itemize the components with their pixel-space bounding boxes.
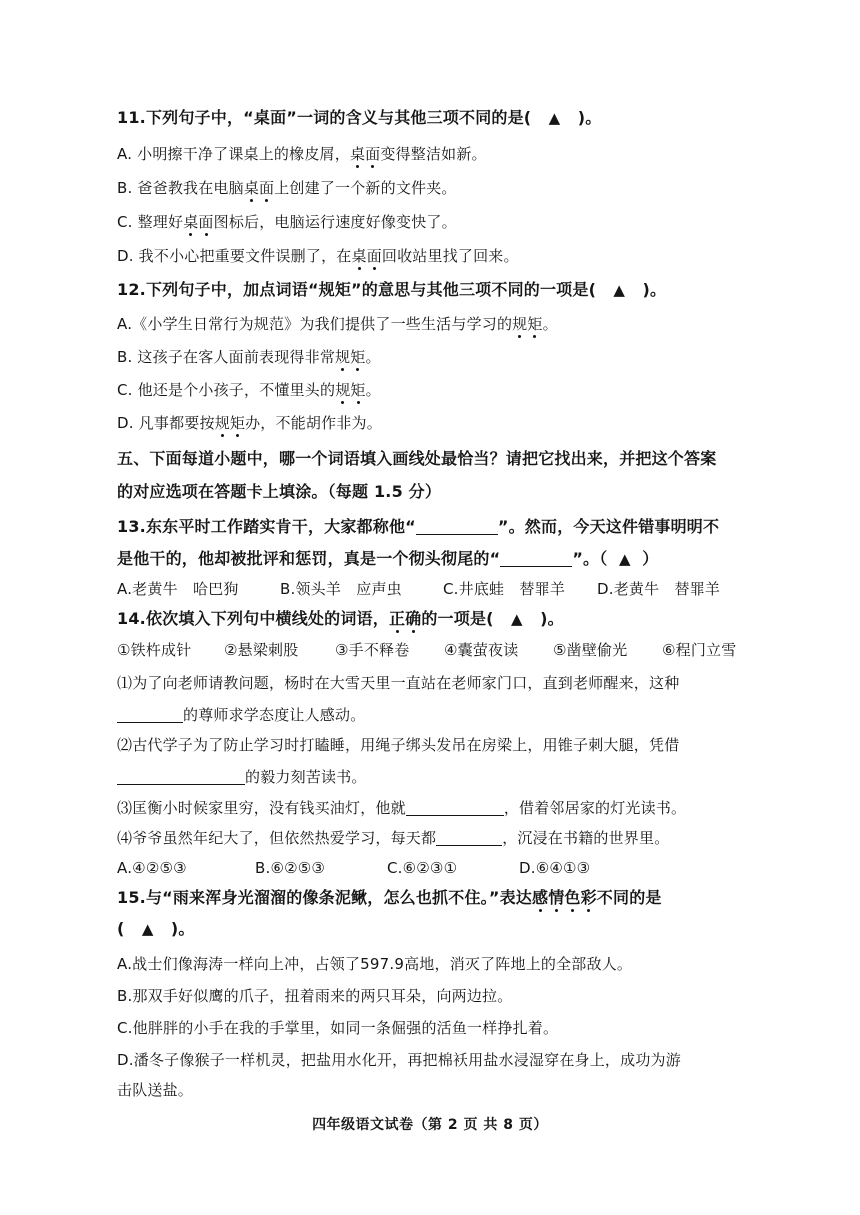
- question-13-line-1: 13.东东平时工作踏实肯干，大家都称他“ ”。然而，今天这件错事明明不: [117, 517, 720, 536]
- emphasis-dot-char: 面: [198, 213, 214, 231]
- page-footer: 四年级语文试卷（第 2 页 共 8 页）: [312, 1117, 548, 1133]
- q13-option-d: D.老黄牛 替罪羊: [597, 580, 721, 598]
- q12-option-a: A.《小学生日常行为规范》为我们提供了一些生活与学习的规矩。: [117, 315, 558, 333]
- fill-blank: [416, 518, 498, 535]
- emphasis-dot-char: 色: [564, 888, 581, 907]
- q14-word-3: ③手不释卷: [335, 641, 410, 659]
- q14-word-2: ②悬梁刺股: [224, 641, 299, 659]
- q15-option-a: A.战士们像海涛一样向上冲，占领了597.9高地，消灭了阵地上的全部敌人。: [117, 955, 633, 973]
- emphasis-dot-char: 桌: [351, 247, 367, 265]
- q11-option-d: D. 我不小心把重要文件误删了，在桌面回收站里找了回来。: [117, 247, 519, 265]
- q14-sentence-4: ⑷爷爷虽然年纪大了，但依然热爱学习，每天都 ，沉浸在书籍的世界里。: [117, 829, 670, 847]
- q14-sentence-2: ⑵古代学子为了防止学习时打瞌睡，用绳子绑头发吊在房梁上，用锥子刺大腿，凭借: [117, 736, 680, 754]
- emphasis-dot-char: 面: [259, 179, 275, 197]
- q15-option-d: D.潘冬子像猴子一样机灵，把盐用水化开，再把棉袄用盐水浸湿穿在身上，成功为游: [117, 1051, 681, 1069]
- q14-sentence-2-cont: 的毅力刻苦读书。: [117, 766, 764, 788]
- q14-option-d: D.⑥④①③: [519, 859, 591, 877]
- question-11-stem: 11.下列句子中，“桌面”一词的含义与其他三项不同的是( ▲ )。: [117, 108, 602, 127]
- emphasis-dot-char: 正: [388, 609, 406, 628]
- q14-sentence-3: ⑶匡衡小时候家里穷，没有钱买油灯，他就 ，借着邻居家的灯光读书。: [117, 799, 687, 817]
- q12-option-d: D. 凡事都要按规矩办，不能胡作非为。: [117, 414, 382, 432]
- q14-sentence-1-cont: 的尊师求学态度让人感动。: [117, 704, 764, 726]
- q14-word-4: ④囊萤夜读: [444, 641, 519, 659]
- question-14-stem: 14.依次填入下列句中横线处的词语，正确的一项是( ▲ )。: [117, 609, 564, 628]
- emphasis-dot-char: 规: [335, 348, 351, 366]
- q14-word-5: ⑤凿壁偷光: [553, 641, 628, 659]
- answer-mark-icon: ▲: [511, 610, 523, 628]
- answer-mark-icon: ▲: [613, 281, 626, 299]
- q11-option-a: A. 小明擦干净了课桌上的橡皮屑，桌面变得整洁如新。: [117, 145, 487, 163]
- question-12-stem: 12.下列句子中，加点词语“规矩”的意思与其他三项不同的一项是( ▲ )。: [117, 280, 667, 299]
- q14-sentence-1: ⑴为了向老师请教问题，杨时在大雪天里一直站在老师家门口，直到老师醒来，这种: [117, 674, 680, 692]
- emphasis-dot-char: 桌: [243, 179, 260, 197]
- emphasis-dot-char: 面: [366, 247, 382, 265]
- emphasis-dot-char: 规: [512, 315, 528, 333]
- fill-blank: [117, 768, 245, 785]
- q11-option-b: B. 爸爸教我在电脑桌面上创建了一个新的文件夹。: [117, 179, 457, 197]
- answer-mark-icon: ▲: [141, 920, 154, 938]
- question-15-stem-cont: ( ▲ )。: [117, 919, 195, 938]
- emphasis-dot-char: 矩: [350, 381, 366, 399]
- emphasis-dot-char: 规: [335, 381, 351, 399]
- emphasis-dot-char: 规: [214, 414, 230, 432]
- fill-blank: [117, 706, 183, 723]
- q14-option-b: B.⑥②⑤③: [255, 859, 326, 877]
- q15-option-b: B.那双手好似鹰的爪子，扭着雨来的两只耳朵，向两边拉。: [117, 987, 513, 1005]
- emphasis-dot-char: 情: [548, 888, 565, 907]
- q14-word-1: ①铁杵成针: [117, 641, 192, 659]
- q13-option-c: C.井底蛙 替罪羊: [443, 580, 566, 598]
- fill-blank: [436, 829, 502, 846]
- emphasis-dot-char: 桌: [349, 145, 366, 163]
- emphasis-dot-char: 面: [365, 145, 381, 163]
- q15-option-d-cont: 击队送盐。: [117, 1081, 194, 1099]
- emphasis-dot-char: 矩: [229, 414, 246, 432]
- emphasis-dot-char: 桌: [183, 213, 199, 231]
- emphasis-dot-char: 矩: [527, 315, 543, 333]
- q11-option-c: C. 整理好桌面图标后，电脑运行速度好像变快了。: [117, 213, 457, 231]
- fill-blank: [500, 550, 572, 567]
- q13-option-a: A.老黄牛 哈巴狗: [117, 580, 239, 598]
- q14-option-c: C.⑥②③①: [387, 859, 458, 877]
- q15-option-c: C.他胖胖的小手在我的手掌里，如同一条倔强的活鱼一样挣扎着。: [117, 1019, 559, 1037]
- section-5-heading: 五、下面每道小题中，哪一个词语填入画线处最恰当？请把它找出来，并把这个答案: [117, 449, 717, 468]
- emphasis-dot-char: 彩: [580, 888, 597, 907]
- q13-option-b: B.领头羊 应声虫: [280, 580, 402, 598]
- answer-mark-icon: ▲: [619, 550, 631, 568]
- emphasis-dot-char: 矩: [350, 348, 366, 366]
- emphasis-dot-char: 确: [405, 609, 422, 628]
- question-13-line-2: 是他干的，他却被批评和惩罚，真是一个彻头彻尾的“ ”。（ ▲ ）: [117, 549, 659, 568]
- q14-word-6: ⑥程门立雪: [662, 641, 737, 659]
- q12-option-c: C. 他还是个小孩子，不懂里头的规矩。: [117, 381, 381, 399]
- q14-option-a: A.④②⑤③: [117, 859, 187, 877]
- answer-mark-icon: ▲: [548, 109, 561, 127]
- fill-blank: [406, 799, 504, 816]
- question-15-stem: 15.与“雨来浑身光溜溜的像条泥鳅，怎么也抓不住。”表达感情色彩不同的是: [117, 888, 662, 907]
- section-5-heading-cont: 的对应选项在答题卡上填涂。（每题 1.5 分）: [117, 482, 442, 501]
- q12-option-b: B. 这孩子在客人面前表现得非常规矩。: [117, 348, 381, 366]
- emphasis-dot-char: 感: [531, 888, 549, 907]
